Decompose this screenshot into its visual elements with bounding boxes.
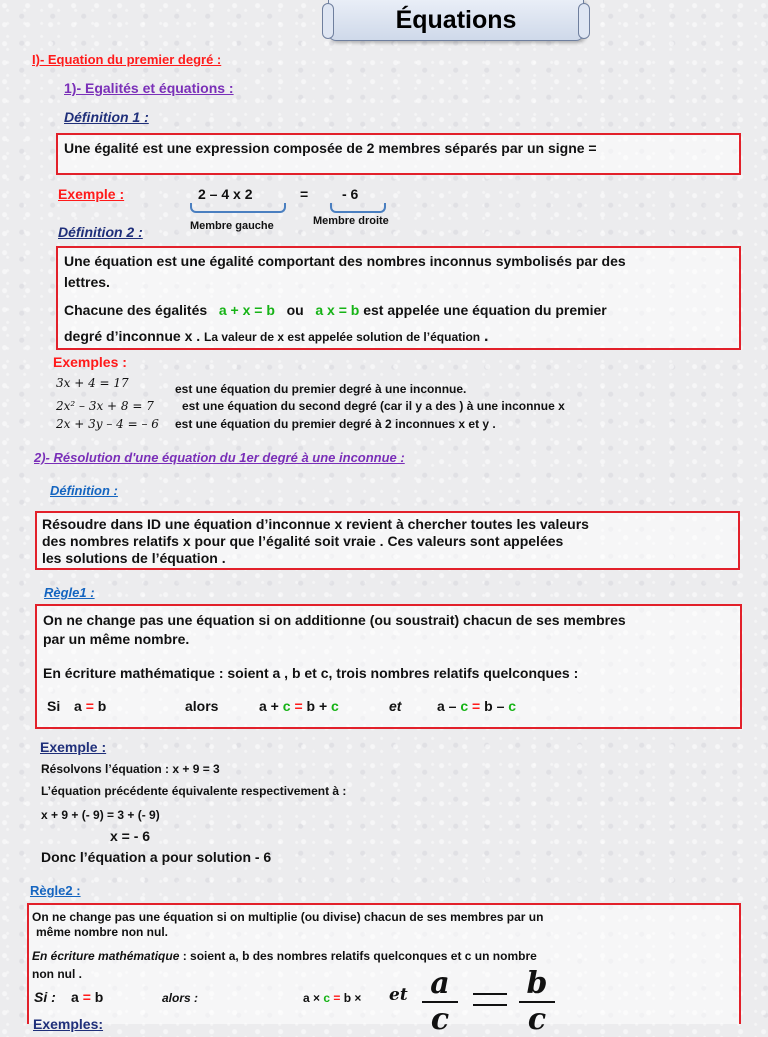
scroll-right-curl: [578, 3, 590, 39]
rule-1-subtraction: a – c = b – c: [437, 698, 517, 714]
definition-2-line-2: lettres.: [64, 274, 110, 290]
rule-2-si: Si :: [34, 989, 56, 1005]
page-title-banner: [328, 0, 584, 41]
definition-1-text: Une égalité est une expression composée de 2 membres séparés par un signe =: [64, 140, 597, 156]
word-ou: ou: [286, 302, 304, 318]
definition-2-line-4-solution: La valeur de x est appelée solution de l’équation: [204, 330, 481, 344]
example-label: Exemple :: [40, 739, 107, 755]
definition-2-line-3-start: Chacune des égalités: [64, 302, 208, 318]
definition-2-box: [56, 246, 741, 350]
rule-2-multiplication: a × c = b ×: [303, 991, 362, 1005]
example-equation-2-text: est une équation du second degré (car il y a des ) à une inconnue x: [182, 399, 565, 413]
definition-line-1: Résoudre dans ID une équation d’inconnue x revient à chercher toutes les valeurs: [42, 516, 589, 532]
example-line-3: x + 9 + (- 9) = 3 + (- 9): [41, 808, 160, 822]
example-equation-3-text: est une équation du premier degré à 2 inconnues x et y .: [175, 417, 496, 431]
example-line-2: L’équation précédente équivalente respectivement à :: [41, 784, 347, 798]
equation-a-plus-x: a + x = b: [218, 302, 275, 318]
definition-2-line-3: [64, 302, 607, 318]
left-member-brace: [190, 203, 286, 213]
rule-2-line-1: On ne change pas une équation si on multiplie (ou divise) chacun de ses membres par un: [32, 910, 544, 924]
definition-label: Définition :: [50, 483, 118, 498]
example-equation-1-text: est une équation du premier degré à une inconnue.: [175, 382, 467, 396]
definition-1-box: [56, 133, 741, 175]
example-equation-2: 2x² – 3x + 8 = 7: [56, 399, 154, 413]
definition-2-label: Définition 2 :: [58, 224, 143, 240]
subsection-1-heading: 1)- Egalités et équations :: [64, 80, 234, 96]
rule-1-addition: a + c = b + c: [259, 698, 339, 714]
definition-box: [35, 511, 740, 570]
rule-1-premise: a = b: [74, 698, 107, 714]
right-member-brace: [330, 203, 386, 213]
left-member-caption: Membre gauche: [190, 220, 274, 232]
rule-1-line-2: par un même nombre.: [43, 631, 190, 647]
definition-line-2: des nombres relatifs x pour que l’égalité soit vraie . Ces valeurs sont appelées: [42, 533, 564, 549]
example-1-rhs: - 6: [342, 186, 359, 202]
right-member-caption: Membre droite: [313, 215, 389, 227]
rule-2-line-4: non nul .: [32, 967, 82, 981]
section-1-heading: I)- Equation du premier degré :: [32, 52, 222, 67]
example-line-1: Résolvons l’équation : x + 9 = 3: [41, 762, 220, 776]
rule-1-label: Règle1 :: [44, 585, 95, 600]
example-line-5: Donc l’équation a pour solution - 6: [41, 849, 272, 865]
definition-2-line-4-start: degré d’inconnue x .: [64, 328, 201, 344]
definition-2-end-dot: .: [484, 328, 489, 345]
examples-next-label: Exemples:: [33, 1016, 104, 1032]
definition-1-label: Définition 1 :: [64, 109, 149, 125]
rule-2-line-2: même nombre non nul.: [36, 925, 169, 939]
scroll-left-curl: [322, 3, 334, 39]
equation-a-times-x: a x = b: [315, 302, 360, 318]
rule-1-alors: alors: [185, 698, 219, 714]
rule-2-line-3: [32, 949, 537, 963]
definition-line-3: les solutions de l’équation .: [42, 550, 226, 566]
rule-2-premise: a = b: [71, 989, 104, 1005]
rule-2-et: et: [389, 985, 408, 1005]
example-1-label: Exemple :: [58, 186, 125, 202]
definition-2-line-1: Une équation est une égalité comportant des nombres inconnus symbolisés par des: [64, 253, 626, 269]
fraction-b-over-c: $\frac{b}{c}$: [519, 969, 555, 1035]
example-1-equals: =: [300, 186, 309, 202]
example-1-lhs: 2 – 4 x 2: [198, 186, 253, 202]
definition-2-line-3-end: est appelée une équation du premier: [363, 302, 607, 318]
definition-2-line-4: [64, 328, 488, 346]
example-equation-3: 2x + 3y – 4 = – 6: [56, 417, 159, 431]
rule-1-line-3: En écriture mathématique : soient a , b et c, trois nombres relatifs quelconques :: [43, 665, 579, 681]
rule-2-label: Règle2 :: [30, 883, 81, 898]
page-title: Équations: [395, 5, 517, 34]
rule-2-line-3-rest: : soient a, b des nombres relatifs quelconques et c un nombre: [182, 949, 537, 963]
rule-2-line-3-label: En écriture mathématique: [32, 949, 180, 963]
rule-1-line-1: On ne change pas une équation si on additionne (ou soustrait) chacun de ses membres: [43, 612, 626, 628]
section-2-heading: 2)- Résolution d'une équation du 1er degré à une inconnue :: [34, 450, 405, 465]
fraction-a-over-c: $\frac{a}{c}$: [422, 969, 458, 1035]
examples-label: Exemples :: [53, 354, 127, 370]
fraction-equals-sign: [473, 993, 507, 1006]
example-line-4: x = - 6: [110, 828, 151, 844]
rule-2-alors: alors :: [162, 991, 199, 1005]
rule-2-box: [27, 903, 741, 1037]
rule-1-box: [35, 604, 742, 729]
example-equation-1: 3x + 4 = 17: [56, 376, 129, 390]
rule-1-et: et: [389, 698, 402, 714]
rule-1-si: Si: [47, 698, 61, 714]
